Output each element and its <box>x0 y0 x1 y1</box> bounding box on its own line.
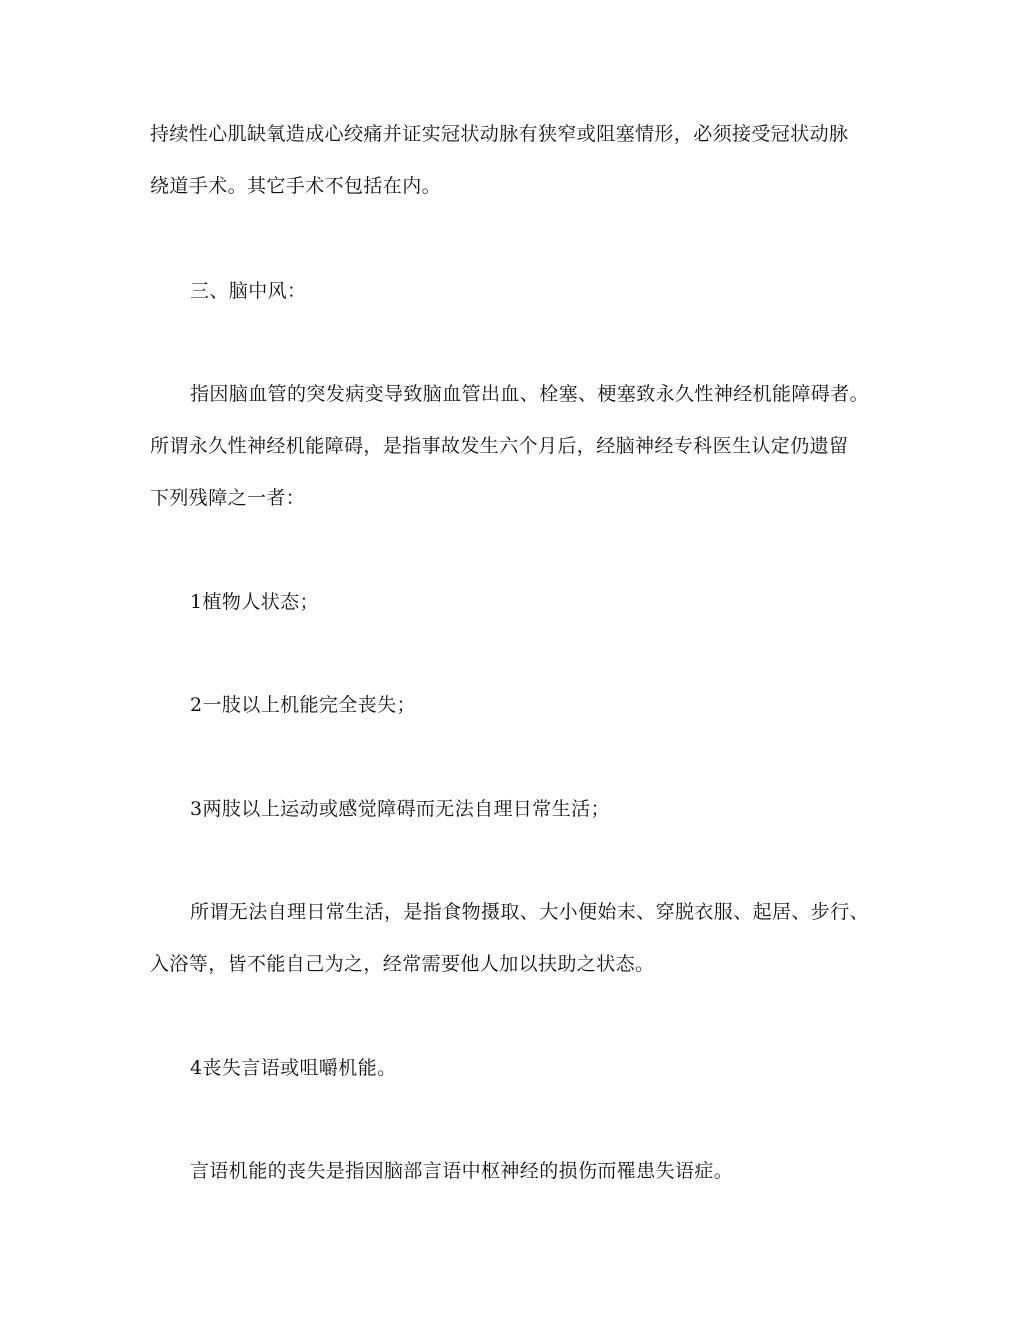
paragraph-line: 所谓无法自理日常生活，是指食物摄取、大小便始末、穿脱衣服、起居、步行、 <box>190 901 870 923</box>
paragraph-line: 所谓永久性神经机能障碍，是指事故发生六个月后，经脑神经专科医生认定仍遗留 <box>150 435 849 457</box>
list-item: 2一肢以上机能完全丧失； <box>190 694 416 716</box>
paragraph-line: 入浴等，皆不能自己为之，经常需要他人加以扶助之状态。 <box>150 953 655 975</box>
paragraph-line: 绕道手术。其它手术不包括在内。 <box>150 175 442 197</box>
paragraph-line: 指因脑血管的突发病变导致脑血管出血、栓塞、梗塞致永久性神经机能障碍者。 <box>190 383 870 405</box>
list-item: 4丧失言语或咀嚼机能。 <box>190 1057 397 1079</box>
paragraph-line: 持续性心肌缺氧造成心绞痛并证实冠状动脉有狭窄或阻塞情形，必须接受冠状动脉 <box>150 123 849 145</box>
list-item: 1植物人状态； <box>190 591 319 613</box>
list-item: 3两肢以上运动或感觉障碍而无法自理日常生活； <box>190 798 610 820</box>
paragraph-line: 言语机能的丧失是指因脑部言语中枢神经的损伤而罹患失语症。 <box>190 1160 734 1182</box>
paragraph-line: 下列残障之一者： <box>150 487 306 509</box>
section-heading: 三、脑中风： <box>190 280 307 302</box>
